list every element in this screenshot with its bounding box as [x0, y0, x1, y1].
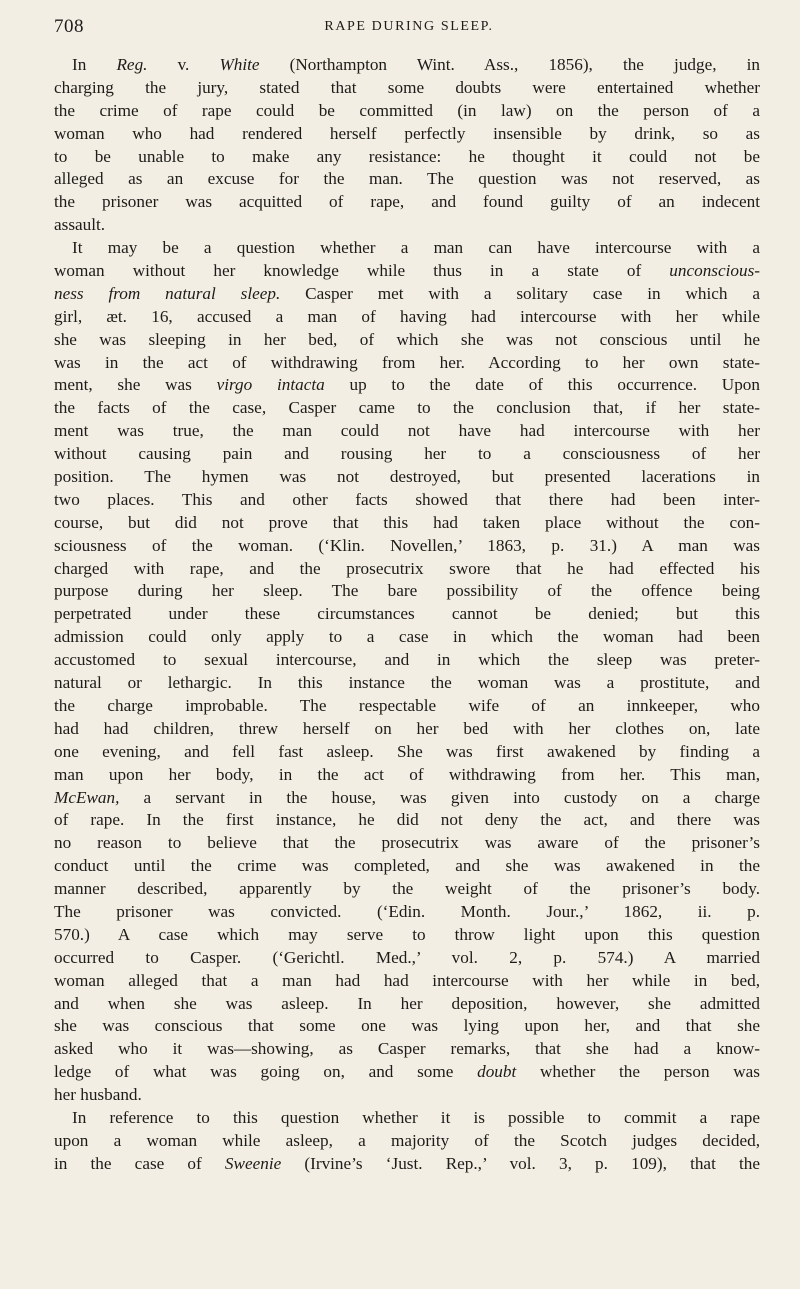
text-segment: the prisoner was acquitted of rape, and found guilty of an indecent [54, 192, 760, 212]
text-line [54, 1153, 760, 1176]
text-line [54, 970, 760, 993]
text-line [54, 512, 760, 535]
text-segment: perpetrated under these circumstances cannot be denied; but this [54, 604, 760, 624]
italic-text: ness from natural sleep. [54, 283, 281, 303]
text-segment: in the case of [54, 1153, 225, 1173]
text-segment: she was sleeping in her bed, of which she was not conscious until he [54, 329, 760, 349]
text-segment: purpose during her sleep. The bare possibility of the offence being [54, 581, 760, 601]
text-line [54, 695, 760, 718]
running-head: RAPE DURING SLEEP. [324, 19, 494, 34]
text-line [54, 741, 760, 764]
text-segment: accustomed to sexual intercourse, and in which the sleep was preter- [54, 650, 760, 670]
text-segment: In [72, 55, 117, 74]
text-segment: woman who had rendered herself perfectly insensible by drink, so as [54, 123, 760, 143]
text-line [54, 352, 760, 375]
text-segment: had had children, threw herself on her bed with her clothes on, late [54, 718, 760, 738]
text-segment: v. [147, 55, 220, 74]
text-line [54, 603, 760, 626]
text-line [54, 947, 760, 970]
text-segment: one evening, and fell fast asleep. She was first awakened by finding a [54, 741, 760, 761]
text-segment: whether the person was [516, 1062, 760, 1082]
text-line [54, 237, 760, 260]
text-line [54, 764, 760, 787]
text-line [54, 100, 760, 123]
text-segment: charging the jury, stated that some doubts were entertained whether [54, 77, 760, 97]
text-line [54, 146, 760, 169]
text-segment: ledge of what was going on, and some [54, 1062, 478, 1082]
text-line [54, 580, 760, 603]
text-segment: man upon her body, in the act of withdrawing from her. This man, [54, 764, 760, 784]
text-segment: was in the act of withdrawing from her. According to her own state- [54, 352, 760, 372]
text-segment: girl, æt. 16, accused a man of having had intercourse with her while [54, 306, 760, 326]
text-line [54, 1015, 760, 1038]
text-segment: she was conscious that some one was lying upon her, and that she [54, 1016, 760, 1036]
text-line [54, 855, 760, 878]
text-segment: without causing pain and rousing her to a consciousness of her [54, 444, 760, 464]
italic-text: White [219, 55, 260, 74]
text-segment: her husband. [54, 1085, 142, 1105]
text-segment: occurred to Casper. (‘Gerichtl. Med.,’ vol. 2, p. 574.) A married [54, 947, 760, 967]
text-line [54, 1061, 760, 1084]
text-segment: (Northampton Wint. Ass., 1856), the judge, in [259, 55, 760, 74]
text-segment: In reference to this question whether it is possible to commit a rape [72, 1107, 760, 1127]
italic-text: unconscious- [669, 261, 760, 281]
text-segment: the charge improbable. The respectable wife of an innkeeper, who [54, 695, 760, 715]
text-line [54, 466, 760, 489]
text-line [54, 558, 760, 581]
text-segment: the crime of rape could be committed (in law) on the person of a [54, 100, 760, 120]
text-segment: a servant in the house, was given into custody on a charge [119, 787, 760, 807]
text-line [54, 993, 760, 1016]
text-segment: ment was true, the man could not have had intercourse with her [54, 421, 760, 441]
text-segment: the facts of the case, Casper came to the conclusion that, if her state- [54, 398, 760, 418]
text-line [54, 672, 760, 695]
text-segment: admission could only apply to a case in which the woman had been [54, 627, 760, 647]
text-line [54, 649, 760, 672]
text-line [54, 626, 760, 649]
text-line [54, 535, 760, 558]
text-line [54, 214, 760, 237]
text-segment: position. The hymen was not destroyed, but presented lacerations in [54, 467, 760, 487]
text-line [54, 1038, 760, 1061]
text-line [54, 878, 760, 901]
text-line [54, 374, 760, 397]
text-segment: conduct until the crime was completed, and she was awakened in the [54, 856, 760, 876]
text-line [54, 787, 760, 810]
text-segment: course, but did not prove that this had taken place without the con- [54, 512, 760, 532]
text-line [54, 420, 760, 443]
text-segment: alleged as an excuse for the man. The question was not reserved, as [54, 169, 760, 189]
text-segment: asked who it was—showing, as Casper remarks, that she had a know- [54, 1039, 760, 1059]
text-segment: ment, she was [54, 375, 217, 395]
page-number: 708 [54, 16, 84, 37]
text-segment: charged with rape, and the prosecutrix swore that he had effected his [54, 558, 760, 578]
text-line [54, 54, 760, 77]
text-line [54, 1130, 760, 1153]
text-line [54, 832, 760, 855]
italic-text: Sweenie [224, 1153, 282, 1173]
text-line [54, 77, 760, 100]
text-line [54, 191, 760, 214]
text-line [54, 329, 760, 352]
text-segment: assault. [54, 215, 106, 235]
text-segment: of rape. In the first instance, he did not deny the act, and there was [54, 810, 760, 830]
italic-text: doubt [477, 1062, 517, 1082]
text-line [54, 901, 760, 924]
text-line [54, 168, 760, 191]
text-segment: The prisoner was convicted. (‘Edin. Month. Jour.,’ 1862, ii. p. [54, 901, 760, 921]
text-segment: manner described, apparently by the weight of the prisoner’s body. [54, 879, 760, 899]
text-segment: to be unable to make any resistance: he thought it could not be [54, 146, 760, 166]
italic-text: McEwan, [54, 787, 120, 807]
text-line [54, 1084, 760, 1107]
text-line [54, 443, 760, 466]
text-line [54, 260, 760, 283]
italic-text: Reg. [116, 55, 148, 74]
text-segment: Casper met with a solitary case in which a [280, 283, 760, 303]
text-segment: 570.) A case which may serve to throw light upon this question [54, 924, 760, 944]
text-line [54, 123, 760, 146]
text-segment: woman without her knowledge while thus in a state of [54, 261, 670, 281]
text-line [54, 283, 760, 306]
text-line [54, 1107, 760, 1130]
text-line [54, 924, 760, 947]
page-header [54, 16, 764, 46]
text-segment: woman alleged that a man had had intercourse with her while in bed, [54, 970, 760, 990]
text-line [54, 397, 760, 420]
text-segment: It may be a question whether a man can have intercourse with a [72, 238, 760, 258]
text-segment: up to the date of this occurrence. Upon [324, 375, 760, 395]
text-segment: upon a woman while asleep, a majority of the Scotch judges decided, [54, 1130, 760, 1150]
text-line [54, 489, 760, 512]
text-segment: sciousness of the woman. (‘Klin. Novellen,’ 1863, p. 31.) A man was [54, 535, 760, 555]
italic-text: virgo intacta [216, 375, 325, 395]
text-line [54, 718, 760, 741]
text-segment: and when she was asleep. In her deposition, however, she admitted [54, 993, 760, 1013]
text-segment: two places. This and other facts showed that there had been inter- [54, 489, 760, 509]
text-line [54, 809, 760, 832]
text-line [54, 306, 760, 329]
body-text [54, 54, 760, 1176]
text-segment: no reason to believe that the prosecutrix was aware of the prisoner’s [54, 833, 760, 853]
text-segment: (Irvine’s ‘Just. Rep.,’ vol. 3, p. 109), that the [281, 1153, 760, 1173]
text-segment: natural or lethargic. In this instance the woman was a prostitute, and [54, 673, 760, 693]
